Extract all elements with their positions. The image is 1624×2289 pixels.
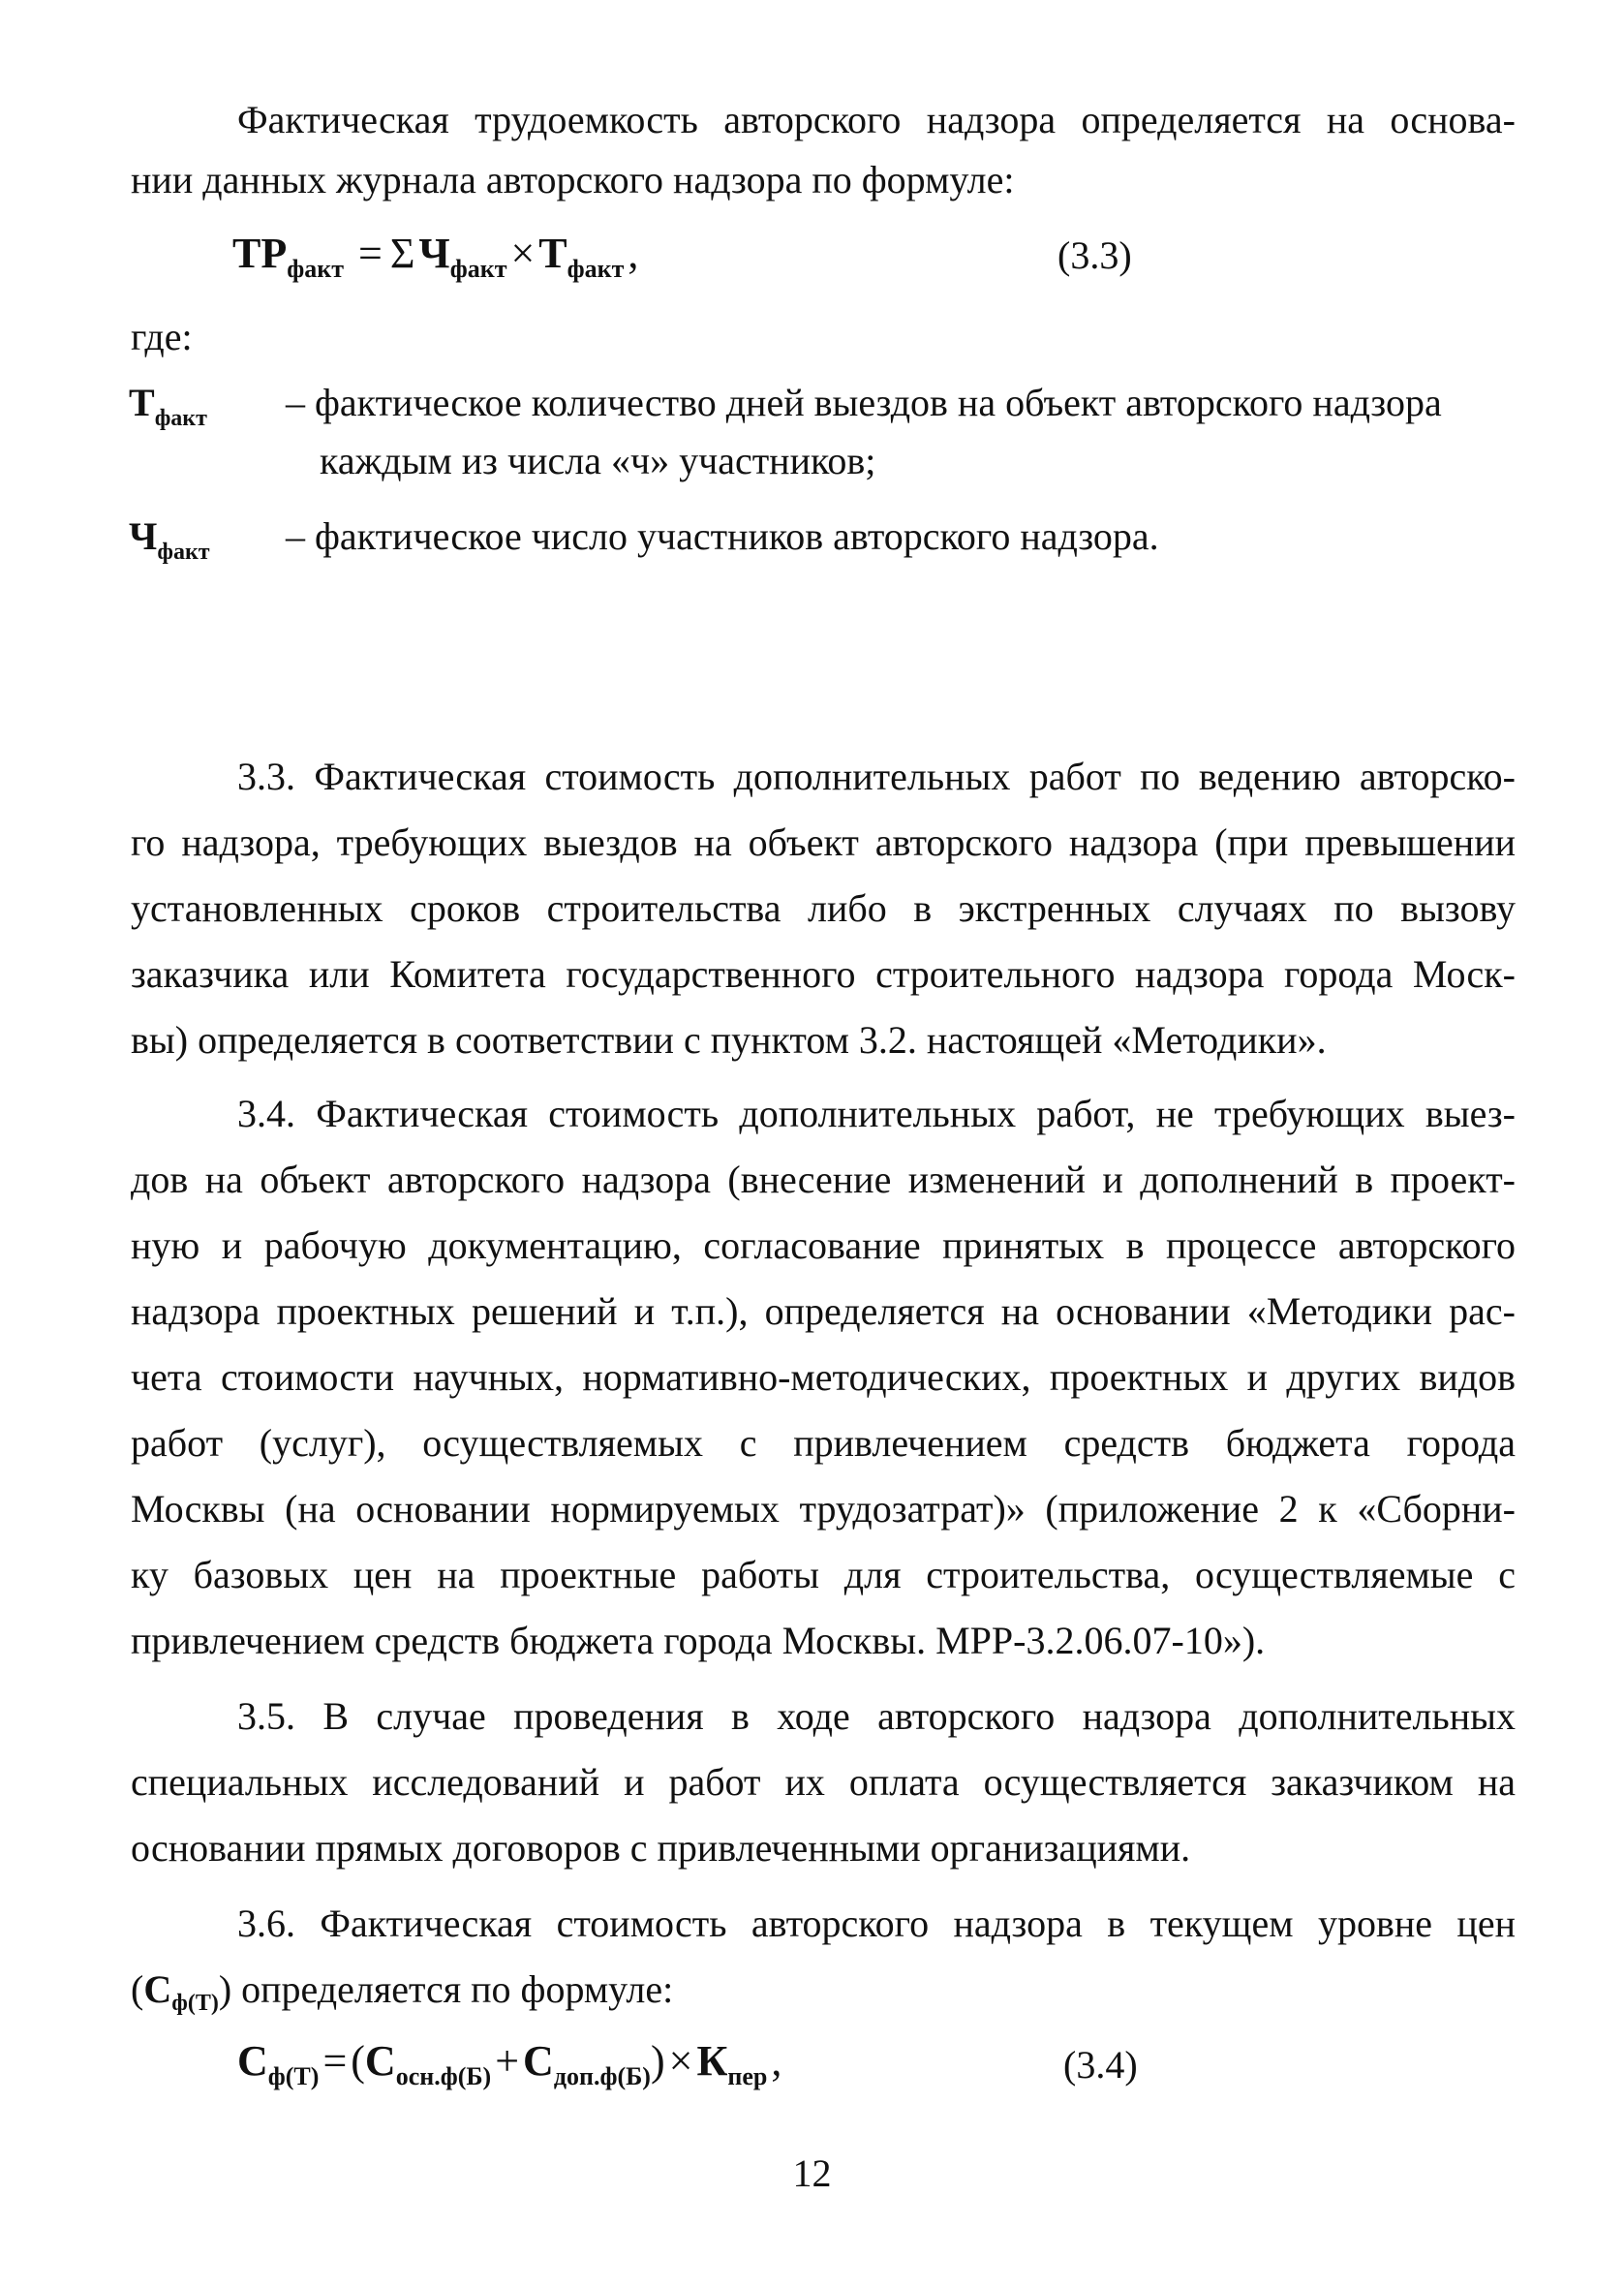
formula-ch: Ч: [418, 230, 450, 277]
definition-t-line-2: каждым из числа «ч» участников;: [320, 439, 876, 482]
definition-term-ch: [129, 513, 210, 575]
formula-c-dop-sub: доп.ф(Б): [553, 2062, 651, 2090]
formula-close-paren: ): [650, 2037, 665, 2085]
formula-c-sub: ф(Т): [267, 2062, 320, 2090]
formula-times: ×: [510, 230, 536, 277]
para-3-4-line-6: работ (услуг), осуществляемых с привлечением средств бюджета города: [131, 1421, 1516, 1465]
page-number: 12: [792, 2151, 832, 2195]
formula-t: Т: [538, 230, 567, 277]
formula-k: К: [696, 2037, 728, 2085]
para-3-4-line-1: 3.4. Фактическая стоимость дополнительных работ, не требующих выез-: [237, 1092, 1516, 1135]
formula-3-4-times: ×: [668, 2037, 693, 2085]
term-ch-main: Ч: [129, 514, 158, 558]
para-3-6-symbol-sub: ф(Т): [171, 1991, 219, 2016]
para-3-6-open-paren: (: [131, 1967, 144, 2011]
equation-number-3-4: (3.4): [1063, 2043, 1138, 2087]
where-label: где:: [131, 315, 193, 358]
para-3-4-line-4: надзора проектных решений и т.п.), определяется на основании «Методики рас-: [131, 1289, 1516, 1333]
para-3-3-line-4: заказчика или Комитета государственного строительного надзора города Моск-: [131, 952, 1516, 996]
term-ch-sub: факт: [157, 540, 210, 565]
formula-tr-sub: факт: [287, 255, 344, 283]
para-3-4-line-8: ку базовых цен на проектные работы для строительства, осуществляемые с: [131, 1553, 1516, 1596]
para-3-6-symbol: [143, 1967, 219, 2016]
formula-c-dop: С: [523, 2037, 554, 2085]
formula-plus: +: [495, 2037, 520, 2085]
formula-equals: =: [357, 230, 383, 277]
para-3-4-line-3: ную и рабочую документацию, согласование принятых в процессе авторского: [131, 1223, 1516, 1267]
formula-tr: ТР: [232, 230, 288, 277]
para-3-6-rest: ) определяется по формуле:: [218, 1967, 674, 2011]
term-t-sub: факт: [154, 406, 207, 431]
formula-3-4: [237, 2036, 785, 2102]
formula-3-4-comma: ,: [771, 2037, 782, 2085]
formula-t-sub: факт: [567, 255, 625, 283]
formula-c-osn-sub: осн.ф(Б): [395, 2062, 492, 2090]
formula-comma: ,: [628, 230, 639, 277]
para-3-3-line-5: вы) определяется в соответствии с пунктом 3.2. настоящей «Методики».: [131, 1018, 1327, 1062]
definition-ch-line-1: – фактическое число участников авторского надзора.: [286, 514, 1159, 558]
formula-3-4-equals: =: [322, 2037, 348, 2085]
para-3-5-line-2: специальных исследований и работ их оплата осуществляется заказчиком на: [131, 1760, 1516, 1804]
formula-sum: Σ: [389, 230, 415, 277]
para-3-6-line-2: [131, 1966, 1516, 2026]
para-3-4-line-7: Москвы (на основании нормируемых трудозатрат)» (приложение 2 к «Сборни-: [131, 1487, 1516, 1531]
para-3-4-line-9: привлечением средств бюджета города Москвы. МРР-3.2.06.07-10»).: [131, 1619, 1266, 1662]
formula-open-paren: (: [351, 2037, 365, 2085]
formula-k-sub: пер: [727, 2062, 768, 2090]
equation-number-3-3: (3.3): [1057, 233, 1132, 277]
para-3-4-line-2: дов на объект авторского надзора (внесение изменений и дополнений в проект-: [131, 1158, 1516, 1201]
intro-line-1: Фактическая трудоемкость авторского надзора определяется на основа-: [237, 98, 1516, 141]
definition-t-line-1: – фактическое количество дней выездов на объект авторского надзора: [286, 381, 1442, 424]
definition-term-t: [129, 380, 207, 442]
para-3-5-line-1: 3.5. В случае проведения в ходе авторского надзора дополнительных: [237, 1694, 1516, 1738]
formula-3-3: [232, 229, 642, 294]
para-3-3-line-2: го надзора, требующих выездов на объект авторского надзора (при превышении: [131, 820, 1516, 864]
para-3-5-line-3: основании прямых договоров с привлеченными организациями.: [131, 1826, 1191, 1870]
formula-c-osn: С: [364, 2037, 396, 2085]
para-3-6-symbol-main: С: [143, 1967, 172, 2011]
para-3-4-line-5: чета стоимости научных, нормативно-методических, проектных и других видов: [131, 1355, 1516, 1399]
intro-line-2: нии данных журнала авторского надзора по формуле:: [131, 158, 1015, 201]
formula-ch-sub: факт: [449, 255, 507, 283]
para-3-3-line-1: 3.3. Фактическая стоимость дополнительных работ по ведению авторско-: [237, 755, 1516, 798]
formula-c: С: [237, 2037, 268, 2085]
term-t-main: Т: [129, 381, 155, 424]
para-3-6-line-1: 3.6. Фактическая стоимость авторского надзора в текущем уровне цен: [237, 1902, 1516, 1945]
para-3-3-line-3: установленных сроков строительства либо в экстренных случаях по вызову: [131, 886, 1516, 930]
